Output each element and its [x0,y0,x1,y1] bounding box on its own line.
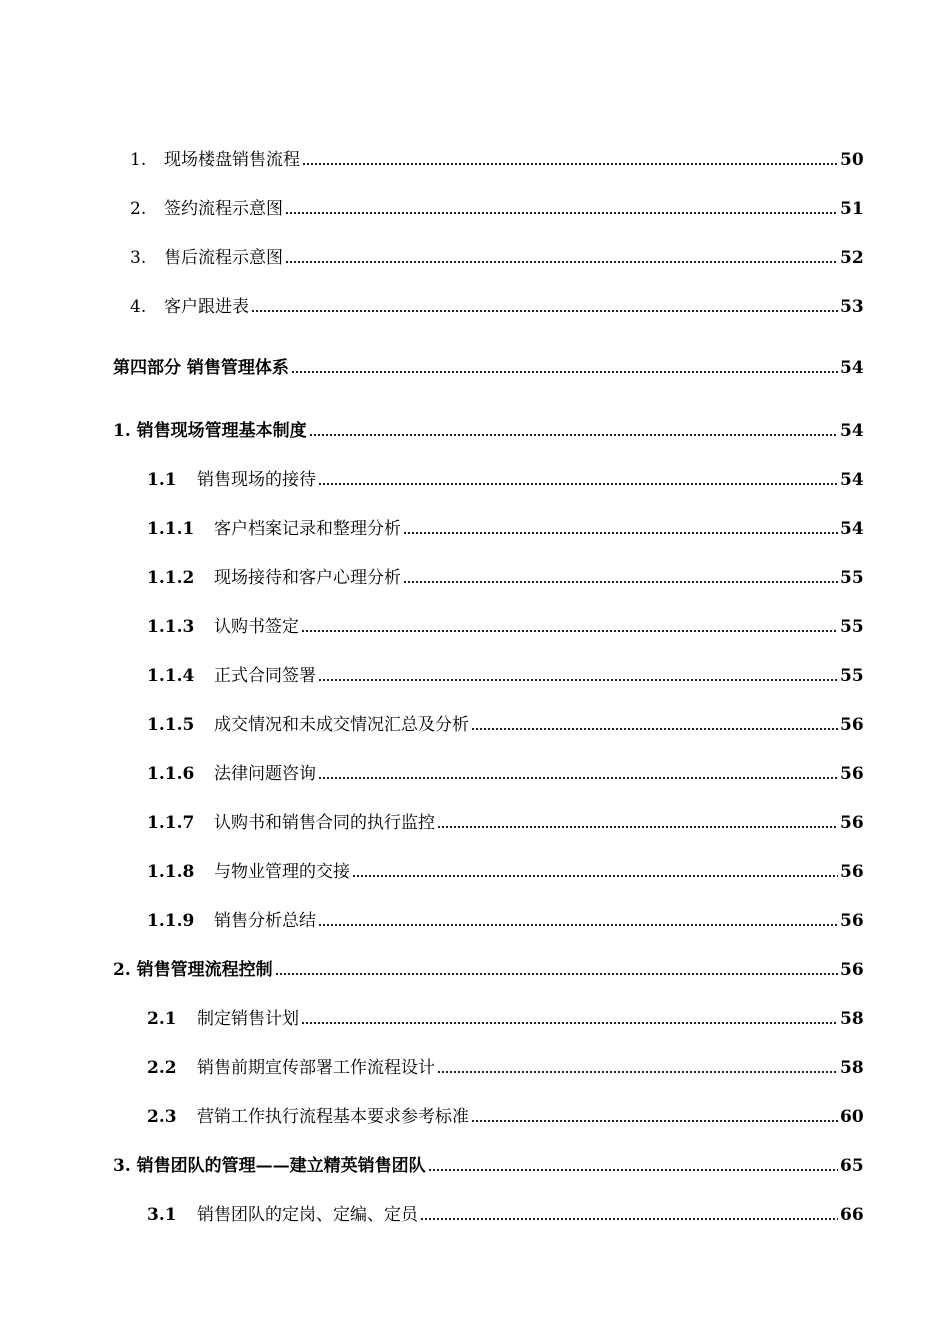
dot-leader [437,1070,838,1074]
toc-entry-subsection[interactable] [0,901,950,931]
toc-page-number: 56 [840,862,864,882]
dot-leader [285,260,838,264]
toc-page-number: 52 [840,248,864,268]
toc-label: 销售团队的定岗、定编、定员 [197,1205,418,1225]
toc-entry-subsection[interactable] [0,852,950,882]
toc-entry-section[interactable] [0,460,950,490]
toc-page-number: 58 [840,1009,864,1029]
toc-entry[interactable] [0,287,950,317]
toc-number: 2.2 [147,1058,177,1078]
toc-page-number: 65 [840,1156,864,1176]
toc-page-number: 60 [840,1107,864,1127]
dot-leader [285,211,838,215]
toc-label: 营销工作执行流程基本要求参考标准 [197,1107,469,1127]
toc-number: 1.1.3 [147,617,195,637]
dot-leader [318,678,838,682]
toc-entry-subsection[interactable] [0,607,950,637]
dot-leader [291,370,838,374]
toc-label: 与物业管理的交接 [214,862,350,882]
dot-leader [420,1217,838,1221]
toc-label: 正式合同签署 [214,666,316,686]
toc-label: 3. 销售团队的管理——建立精英销售团队 [113,1156,426,1176]
dot-leader [301,1021,838,1025]
toc-page-number: 54 [840,358,864,378]
dot-leader [471,727,838,731]
dot-leader [437,825,838,829]
toc-label: 销售前期宣传部署工作流程设计 [197,1058,435,1078]
toc-label: 客户跟进表 [164,297,249,317]
toc-number: 1.1 [147,470,177,490]
toc-label: 2. 销售管理流程控制 [113,960,273,980]
toc-number: 3.1 [147,1205,177,1225]
toc-page-number: 55 [840,666,864,686]
toc-label: 法律问题咨询 [214,764,316,784]
dot-leader [428,1168,838,1172]
toc-number: 2.3 [147,1107,177,1127]
toc-label: 成交情况和未成交情况汇总及分析 [214,715,469,735]
toc-page-number: 56 [840,764,864,784]
dot-leader [318,923,838,927]
toc-page-number: 58 [840,1058,864,1078]
toc-number: 2.1 [147,1009,177,1029]
toc-page-number: 50 [840,150,864,170]
toc-label: 认购书和销售合同的执行监控 [214,813,435,833]
toc-entry-subsection[interactable] [0,754,950,784]
dot-leader [352,874,838,878]
toc-entry[interactable] [0,238,950,268]
toc-number: 1.1.1 [147,519,195,539]
toc-entry-subsection[interactable] [0,656,950,686]
toc-label: 制定销售计划 [197,1009,299,1029]
toc-number: 2. [130,199,147,219]
toc-number: 1.1.2 [147,568,195,588]
dot-leader [403,580,838,584]
toc-number: 4. [130,297,147,317]
toc-page-number: 56 [840,960,864,980]
toc-entry-section[interactable] [0,1048,950,1078]
toc-page-number: 55 [840,568,864,588]
toc-label: 现场楼盘销售流程 [164,150,300,170]
dot-leader [318,776,838,780]
dot-leader [302,162,838,166]
toc-number: 1.1.5 [147,715,195,735]
toc-entry-chapter[interactable] [0,1146,950,1176]
dot-leader [403,531,838,535]
toc-page-number: 51 [840,199,864,219]
toc-entry-subsection[interactable] [0,558,950,588]
toc-page-number: 56 [840,715,864,735]
toc-label: 销售现场的接待 [197,470,316,490]
dot-leader [309,433,838,437]
toc-label: 签约流程示意图 [164,199,283,219]
toc-label: 认购书签定 [214,617,299,637]
toc-page-number: 53 [840,297,864,317]
toc-number: 1.1.4 [147,666,195,686]
toc-label: 现场接待和客户心理分析 [214,568,401,588]
dot-leader [318,482,838,486]
dot-leader [251,309,838,313]
dot-leader [301,629,838,633]
toc-entry-chapter[interactable] [0,950,950,980]
toc-entry-section[interactable] [0,1195,950,1225]
toc-label: 客户档案记录和整理分析 [214,519,401,539]
toc-label: 第四部分 销售管理体系 [113,358,289,378]
dot-leader [471,1119,838,1123]
toc-entry-section[interactable] [0,1097,950,1127]
toc-page-number: 56 [840,911,864,931]
toc-number: 1.1.8 [147,862,195,882]
toc-entry-chapter[interactable] [0,411,950,441]
toc-entry-subsection[interactable] [0,509,950,539]
toc-page-number: 54 [840,421,864,441]
toc-entry[interactable] [0,189,950,219]
toc-entry-subsection[interactable] [0,803,950,833]
toc-page-number: 66 [840,1205,864,1225]
toc-number: 3. [130,248,147,268]
toc-entry[interactable] [0,140,950,170]
toc-page-number: 55 [840,617,864,637]
toc-label: 销售分析总结 [214,911,316,931]
toc-entry-section[interactable] [0,999,950,1029]
dot-leader [275,972,838,976]
toc-entry-part[interactable] [0,348,950,378]
toc-label: 售后流程示意图 [164,248,283,268]
toc-number: 1.1.6 [147,764,195,784]
toc-number: 1. [130,150,147,170]
toc-number: 1.1.9 [147,911,195,931]
toc-page-number: 54 [840,470,864,490]
toc-page-number: 56 [840,813,864,833]
toc-number: 1.1.7 [147,813,195,833]
toc-label: 1. 销售现场管理基本制度 [113,421,307,441]
toc-page-number: 54 [840,519,864,539]
toc-entry-subsection[interactable] [0,705,950,735]
